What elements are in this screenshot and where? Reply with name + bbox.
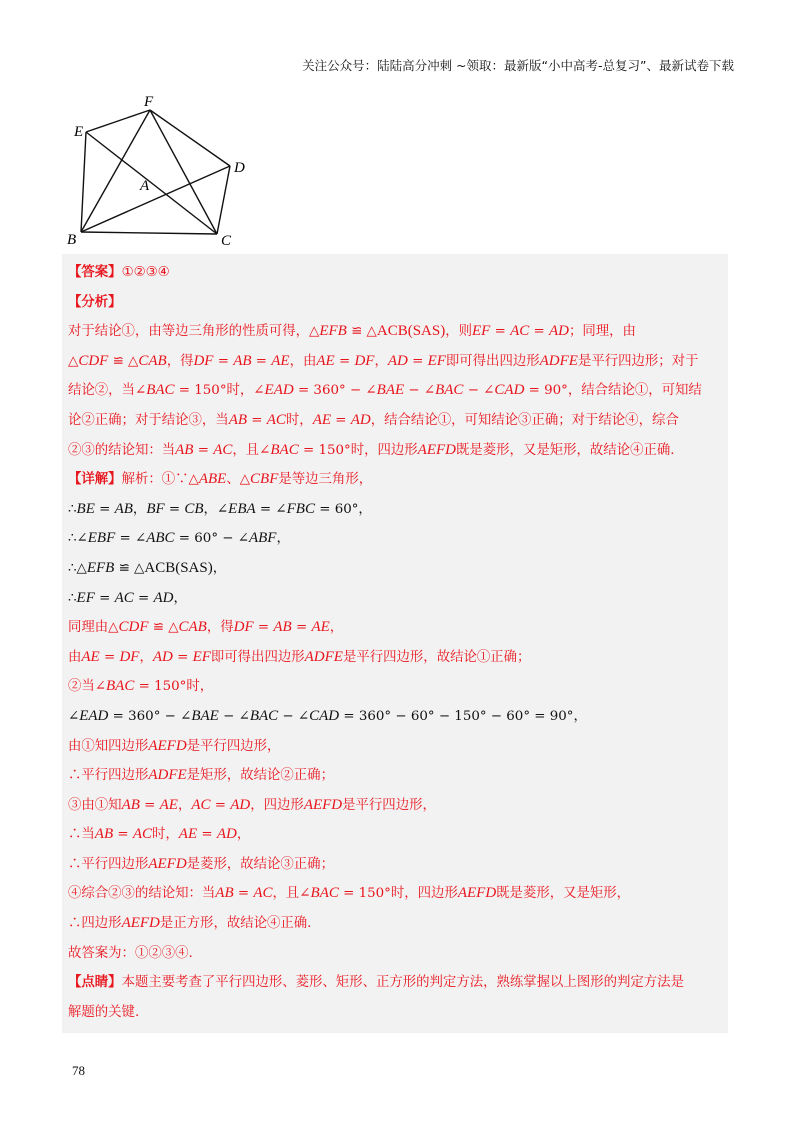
solution-line: 故答案为：①②③④.	[68, 945, 193, 961]
solution-line: ④综合②③的结论知：当AB = AC，且∠BAC = 150°时，四边形AEFD既是菱形，又是矩形，	[68, 885, 631, 902]
solution-line: ∠EAD = 360° − ∠BAE − ∠BAC − ∠CAD = 360° − 60° − 150° − 60° = 90°，	[68, 707, 587, 724]
label-c: C	[221, 233, 232, 249]
label-f: F	[144, 94, 154, 110]
solution-line: ③由①知AB = AE，AC = AD，四边形AEFD是平行四边形，	[68, 796, 436, 813]
solution-line: ②③的结论知：当AB = AC，且∠BAC = 150°时，四边形AEFD既是菱形，又是矩形，故结论④正确.	[68, 441, 675, 458]
edge-ef	[86, 110, 150, 132]
label-b: B	[67, 232, 77, 248]
edge-ec	[86, 132, 217, 234]
solution-line: 论②正确；对于结论③，当AB = AC时，AE = AD，结合结论①，可知结论③正确；对于结论④，综合	[68, 411, 679, 428]
solution-line: 同理由△CDF ≌ △CAB，得DF = AB = AE，	[68, 619, 344, 636]
edge-fc	[150, 110, 217, 234]
solution-line: ②当∠BAC = 150°时，	[68, 678, 214, 695]
solution-line: ∴BE = AB，BF = CB，∠EBA = ∠FBC = 60°，	[68, 500, 372, 517]
solution-line: 结论②，当∠BAC = 150°时，∠EAD = 360° − ∠BAE − ∠BAC − ∠CAD = 90°，结合结论①，可知结	[68, 382, 702, 399]
solution-line: ∴∠EBF = ∠ABC = 60° − ∠ABF，	[68, 530, 290, 547]
solution-line: ∴△EFB ≌ △ACB(SAS)，	[68, 559, 227, 576]
geometry-figure	[60, 88, 260, 253]
edge-bd	[81, 166, 230, 232]
edge-bc	[81, 232, 217, 234]
solution-line: ∴平行四边形ADFE是矩形，故结论②正确；	[68, 767, 334, 784]
solution-line: 由AE = DF，AD = EF即可得出四边形ADFE是平行四边形，故结论①正确；	[68, 648, 531, 665]
label-d: D	[234, 160, 245, 176]
label-a: A	[140, 178, 150, 194]
solution-line: 【点睛】本题主要考查了平行四边形、菱形、矩形、正方形的判定方法，熟练掌握以上图形的判定方法是	[68, 974, 684, 991]
solution-line: ∴EF = AC = AD，	[68, 589, 187, 606]
edge-dc	[217, 166, 230, 234]
page-number: 78	[72, 1063, 85, 1078]
page-header: 关注公众号：陆陆高分冲刺 ~领取：最新版“小中高考-总复习”、最新试卷下载	[302, 58, 734, 73]
solution-line: 由①知四边形AEFD是平行四边形，	[68, 737, 281, 754]
solution-line: 解题的关键.	[68, 1004, 140, 1020]
edge-fd	[150, 110, 230, 166]
solution-line: ∴四边形AEFD是正方形，故结论④正确.	[68, 915, 312, 932]
solution-block	[62, 254, 728, 1033]
label-e: E	[74, 124, 84, 140]
edge-be	[81, 132, 86, 232]
solution-line: 【答案】①②③④	[68, 264, 170, 280]
solution-line: △CDF ≌ △CAB，得DF = AB = AE，由AE = DF，AD = EF即可得出四边形ADFE是平行四边形；对于	[68, 352, 699, 369]
solution-line: ∴当AB = AC时，AE = AD，	[68, 826, 251, 843]
solution-line: 对于结论①，由等边三角形的性质可得，△EFB ≌ △ACB(SAS)，则EF = AC = AD；同理，由	[68, 323, 636, 340]
edge-bf	[81, 110, 150, 232]
solution-line: 【分析】	[68, 293, 122, 310]
solution-line: 【详解】解析：①∵△ABE、△CBF是等边三角形，	[68, 471, 373, 488]
solution-line: ∴平行四边形AEFD是菱形，故结论③正确；	[68, 855, 334, 872]
